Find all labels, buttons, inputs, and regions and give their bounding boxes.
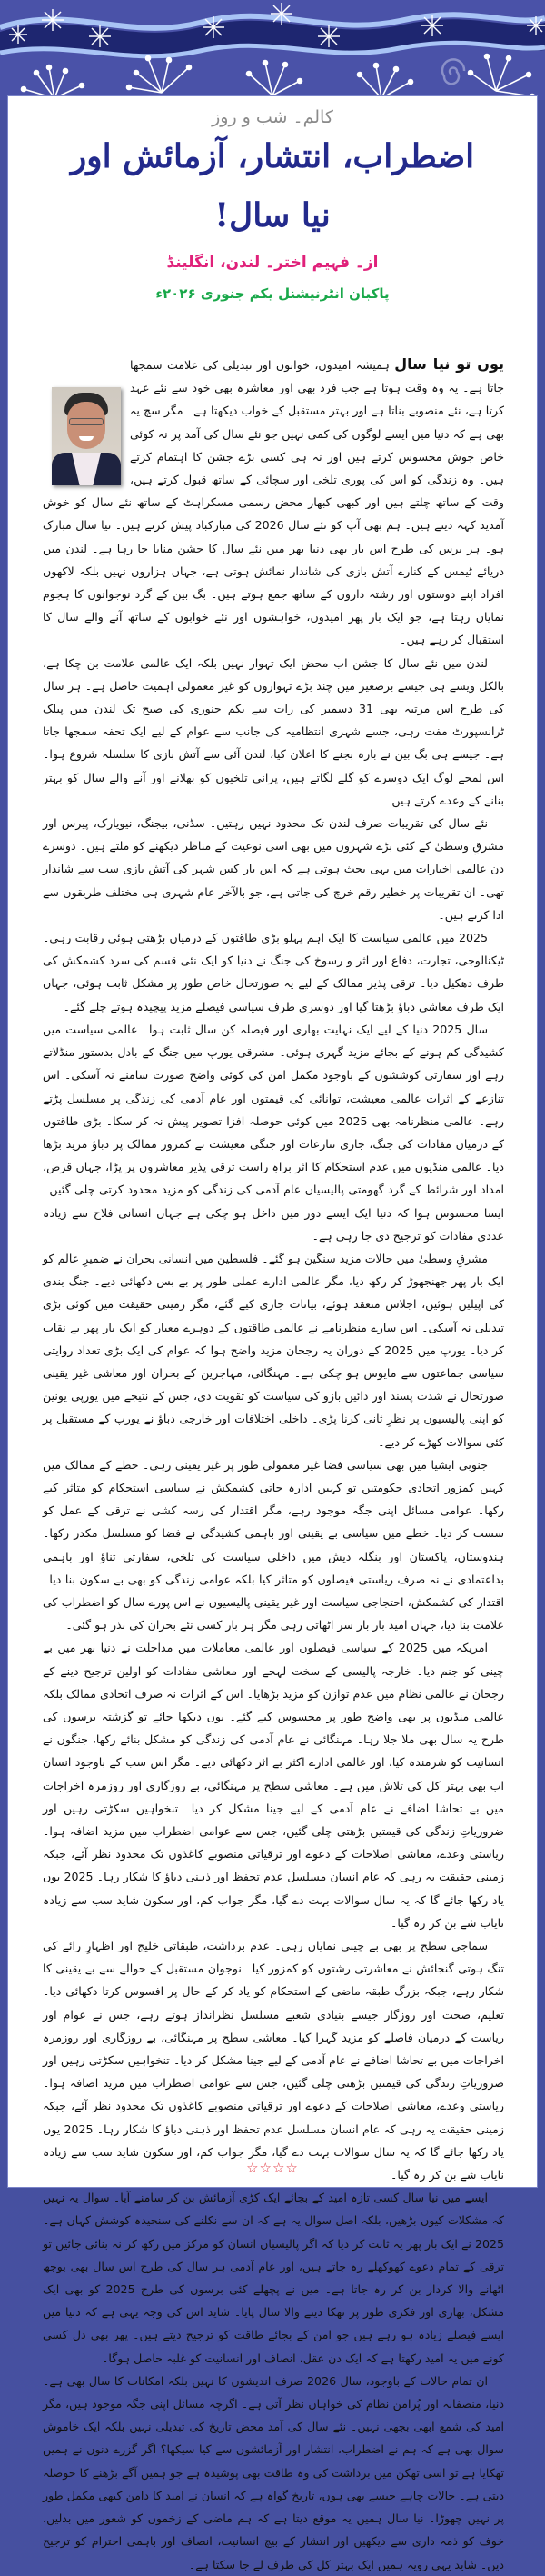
article-paragraph: 2025 میں عالمی سیاست کا ایک اہم پہلو بڑی طاقتوں کے درمیان بڑھتی ہوئی رقابت رہی۔ ٹیکنالوجی، تجارت، دفاع اور اثر و رسوخ کی جنگ نے دنیا کو ایک نئی قسم کی سرد کشمکش کی طرف دھکیل دیا۔ ترقی پذیر ممالک کے لیے یہ صورتحال خاص طور پر مشکل ثابت ہوئی، جہاں ایک طرف معاشی دباؤ بڑھتا گیا اور دوسری طرف سیاسی فیصلے مزید پیچیدہ ہوتے چلے گئے۔: [43, 931, 504, 1013]
article-paragraph: لندن میں نئے سال کا جشن اب محض ایک تہوار نہیں بلکہ ایک عالمی علامت بن چکا ہے، بالکل ویسے ہی جیسے برصغیر میں چند بڑے تہواروں کو غیر معمولی اہمیت حاصل ہے۔ ہر سال کی طرح اس مرتبہ بھی 31 دسمبر کی رات سے یکم جنوری کی صبح تک لندن میں پبلک ٹرانسپورٹ مفت رہی، جسے شہری انتظامیہ کی جانب سے عوام کے لیے ایک تحفہ سمجھا جاتا ہے۔ جیسے ہی بگ بین نے بارہ بجنے کا اعلان کیا، لندن آئی سے آتش بازی کا سلسلہ شروع ہوا۔ اس لمحے لوگ ایک دوسرے کو گلے لگاتے ہیں، پرانی تلخیوں کو بھلانے اور آنے والے سال کو بہتر بنانے کے وعدے کرتے ہیں۔: [43, 655, 504, 807]
publication-info: پاکبان انٹرنیشنل یکم جنوری ۲۰۲۶ء: [155, 285, 390, 302]
article-paragraph: نئے سال کی تقریبات صرف لندن تک محدود نہیں رہتیں۔ سڈنی، بیجنگ، نیویارک، پیرس اور مشرقِ وسطیٰ کے کئی بڑے شہروں میں بھی اسی نوعیت کے مناظر دیکھنے کو ملتے ہیں۔ دوسرے دن عالمی اخبارات میں یہی بحث ہوتی ہے کہ اس بار کس شہر کی آتش بازی سب سے شاندار تھی۔ ان تقریبات پر خطیر رقم خرچ کی جاتی ہے، جو بالآخر عام شہری ہی مختلف طریقوں سے ادا کرتے ہیں۔: [43, 816, 504, 922]
author-photo: [52, 387, 121, 485]
article-title-line-1: اضطراب، انتشار، آزمائش اور: [70, 137, 475, 175]
article-paragraph: مشرقِ وسطیٰ میں حالات مزید سنگین ہو گئے۔ فلسطین میں انسانی بحران نے ضمیرِ عالم کو ایک بار پھر جھنجھوڑ کر رکھ دیا، مگر عالمی ادارے عملی طور پر بے بس دکھائی دیے۔ جنگ بندی کی اپیلیں ہوئیں، اجلاس منعقد ہوئے، بیانات جاری کیے گئے، مگر زمینی حقیقت میں کوئی بڑی تبدیلی نہ آسکی۔ اس سارے منظرنامے نے عالمی طاقتوں کے دوہرے معیار کو ایک بار پھر بے نقاب کر دیا۔ یورپ میں 2025 کے دوران یہ رجحان مزید واضح ہوا کہ عوام کی ایک بڑی تعداد روایتی سیاسی جماعتوں سے مایوس ہو چکی ہے۔ مہنگائی، مہاجرین کے بحران اور معاشی غیر یقینی صورتحال نے شدت پسند اور دائیں بازو کی سیاست کو تقویت دی، جس کے نتیجے میں یورپی یونین کو اپنی پالیسیوں پر نظرِ ثانی کرنا پڑی۔ داخلی اختلافات اور خارجی دباؤ نے یورپ کے مستقبل پر کئی سوالات کھڑے کر دیے۔: [43, 1251, 504, 1449]
end-stars-icon: ☆☆☆☆: [246, 2160, 299, 2176]
article-card: [7, 95, 538, 2571]
article-title-line-2: نیا سال!: [214, 196, 331, 235]
article-paragraph: ان تمام حالات کے باوجود، سال 2026 صرف اندیشوں کا نہیں بلکہ امکانات کا سال بھی ہے۔ دنیا، منصفانہ اور پُرامن نظام کی خواہاں نظر آتی ہے۔ اگرچہ مسائل اپنی جگہ موجود ہیں، مگر امید کی شمع ابھی بجھی نہیں۔ نئے سال کی آمد محض تاریخ کی تبدیلی نہیں بلکہ ایک خاموش سوال بھی ہے کہ ہم نے اضطراب، انتشار اور آزمائشوں سے کیا سیکھا؟ اگر گزرے دنوں نے ہمیں تھکایا ہے تو اسی تھکن میں برداشت کی وہ طاقت بھی پوشیدہ ہے جو ہمیں آگے بڑھنے کا حوصلہ دیتی ہے۔ حالات چاہے جیسے بھی ہوں، تاریخ گواہ ہے کہ انسان نے امید کا دامن کبھی مکمل طور پر نہیں چھوڑا۔ نیا سال ہمیں یہ موقع دیتا ہے کہ ہم ماضی کے زخموں کو شعور میں بدلیں، خوف کو ذمہ داری سے دیکھیں اور انتشار کے بیچ انسانیت، انصاف اور باہمی احترام کو ترجیح دیں۔ شاید یہی رویہ ہمیں ایک بہتر کل کی طرف لے جا سکتا ہے۔: [43, 2373, 504, 2571]
article-paragraph: سال 2025 دنیا کے لیے ایک نہایت بھاری اور فیصلہ کن سال ثابت ہوا۔ عالمی سیاست میں کشیدگی کم ہونے کے بجائے مزید گہری ہوئی۔ مشرقی یورپ میں جنگ کے بادل بدستور منڈلاتے رہے اور سفارتی کوششوں کے باوجود مکمل امن کی کوئی واضح صورت سامنے نہ آسکی۔ اس تنازعے کے اثرات عالمی معیشت، توانائی کی قیمتوں اور عام آدمی کی زندگی پر مسلسل پڑتے رہے۔ عالمی منظرنامہ بھی 2025 میں کوئی حوصلہ افزا تصویر پیش نہ کر سکا۔ بڑی طاقتوں کے درمیان مفادات کی جنگ، جاری تنازعات اور جنگی معیشت نے کمزور ممالک پر دباؤ مزید بڑھا دیا۔ عالمی منڈیوں میں عدم استحکام کا اثر براہِ راست ترقی پذیر معاشروں پر پڑا، جہاں قرض، امداد اور شرائط کے گرد گھومتی پالیسیاں عام آدمی کی زندگی کو مزید محدود کرتی چلی گئیں۔ ایسا محسوس ہوا کہ دنیا ایک ایسے دور میں داخل ہو چکی ہے جہاں انسانی فلاح سے زیادہ عددی مفادات کو ترجیح دی جا رہی ہے۔: [43, 1022, 504, 1243]
paragraph-text: ہمیشہ امیدوں، خوابوں اور تبدیلی کی علامت سمجھا جاتا ہے۔ یہ وہ وقت ہوتا ہے جب فرد بھی اور معاشرہ بھی خود سے نئے عہد کرتا ہے، نئے منصوبے بناتا ہے اور بہتر مستقبل کے خواب دیکھتا ہے۔ مگر سچ یہ بھی ہے کہ دنیا میں ایسے لوگوں کی کمی نہیں جو نئے سال کی آمد پر نہ کوئی خاص جوش محسوس کرتے ہیں اور نہ ہی کسی بڑے جشن کا اہتمام کرتے ہیں۔ وہ زندگی کو اس کی پوری تلخی اور سچائی کے ساتھ قبول کرتے ہیں، وقت کے ساتھ چلتے ہیں اور کبھی کبھار محض رسمی مسکراہٹ کے ساتھ نئے سال کو خوش آمدید کہہ دیتے ہیں۔ ہم بھی آپ کو نئے سال 2026 کی مبارکباد پیش کرتے ہیں۔ نیا سال مبارک ہو۔ ہر برس کی طرح اس بار بھی دنیا بھر میں نئے سال کا جشن منایا جا رہا ہے۔ لندن میں دریائے ٹیمس کے کنارے آتش بازی کی شاندار نمائش ہوتی ہے، جہاں ہزاروں نہیں بلکہ لاکھوں افراد اپنے دوستوں اور رشتہ داروں کے ساتھ جمع ہوتے ہیں۔ بگ بین کے گرد نوجوانوں کا ہجوم نمایاں رہتا ہے، جو ایک بار پھر امیدوں، خواہشوں اور نئے خوابوں کے ساتھ آنے والے سال کا استقبال کر رہے ہیں۔: [43, 358, 505, 647]
article-paragraph: جنوبی ایشیا میں بھی سیاسی فضا غیر معمولی طور پر غیر یقینی رہی۔ خطے کے ممالک میں کہیں کمزور اتحادی حکومتیں تو کہیں ادارہ جاتی کشمکش نے سیاسی استحکام کو متاثر کیے رکھا۔ عوامی مسائل اپنی جگہ موجود رہے، مگر اقتدار کی رسہ کشی نے ترقی کے عمل کو سست کر دیا۔ خطے میں سیاسی بے یقینی اور باہمی کشیدگی نے فضا کو مسلسل مکدر رکھا۔ ہندوستان، پاکستان اور بنگلہ دیش میں داخلی سیاست کی تلخی، سفارتی تناؤ اور باہمی بداعتمادی نے نہ صرف ریاستی فیصلوں کو متاثر کیا بلکہ عوامی زندگی کو بھی بے سکون بنا دیا۔ اقتدار کی کشمکش، احتجاجی سیاست اور غیر یقینی پالیسیوں نے اس پورے سال کو اضطراب کی علامت بنا دیا، جہاں امید بار بار سر اٹھاتی رہی مگر ہر بار کسی نئے بحران کی نذر ہو گئی۔: [43, 1457, 504, 1632]
article-paragraph: ایسے میں نیا سال کسی تازہ امید کے بجائے ایک کڑی آزمائش بن کر سامنے آیا۔ سوال یہ نہیں کہ مشکلات کیوں بڑھیں، بلکہ اصل سوال یہ ہے کہ ان سے نکلنے کی سنجیدہ کوشش کہاں ہے۔ 2025 نے ایک بار پھر یہ ثابت کر دیا کہ اگر پالیسیاں انسان کو مرکز میں رکھ کر نہ بنائی جائیں تو ترقی کے تمام دعوے کھوکھلے رہ جاتے ہیں، اور عام آدمی ہر سال کی طرح اس سال بھی بوجھ اٹھانے والا کردار بن کر رہ جاتا ہے۔ میں نے پچھلے کئی برسوں کی طرح 2025 کو بھی ایک مشکل، بھاری اور فکری طور پر تھکا دینے والا سال پایا۔ شاید اس کی وجہ یہی ہے کہ دنیا میں ایسے فیصلے زیادہ ہو رہے ہیں جو امن کے بجائے طاقت کو ترجیح دیتے ہیں۔ پھر بھی دل کسی کونے میں یہ امید رکھتا ہے کہ ایک دن عقل، انصاف اور انسانیت کو غلبہ حاصل ہوگا۔: [43, 2191, 504, 2365]
article-paragraph: [43, 353, 504, 652]
header-banner: [0, 0, 545, 100]
article-paragraph: سماجی سطح پر بھی بے چینی نمایاں رہی۔ عدم برداشت، طبقاتی خلیج اور اظہارِ رائے کی تنگ ہوتی گنجائش نے معاشرتی رشتوں کو کمزور کیا۔ نوجوان مستقبل کے حوالے سے بے یقینی کا شکار رہے، جبکہ بزرگ طبقہ ماضی کے استحکام کو یاد کر کے حال پر افسوس کرتا دکھائی دیا۔ تعلیم، صحت اور روزگار جیسے بنیادی شعبے مسلسل نظرانداز ہوتے رہے، جس نے عوام اور ریاست کے درمیان فاصلے کو مزید گہرا کیا۔ معاشی سطح پر مہنگائی، بے روزگاری اور روزمرہ اخراجات میں بے تحاشا اضافے نے عام آدمی کے لیے جینا مشکل کر دیا۔ تنخواہیں سکڑتی رہیں اور ضروریاتِ زندگی کی قیمتیں بڑھتی چلی گئیں، جس سے عوامی اضطراب میں مزید اضافہ ہوا۔ ریاستی وعدے، معاشی اصلاحات کے دعوے اور ترقیاتی منصوبے کاغذوں تک محدود نظر آئے، جبکہ زمینی حقیقت یہ رہی کہ عام انسان مسلسل عدم تحفظ اور ذہنی دباؤ کا شکار رہا۔ 2025 یوں یاد رکھا جائے گا کہ یہ سال سوالات بہت دے گیا، مگر جواب کم، اور سکون شاید سب سے زیادہ نایاب شے بن کر رہ گیا۔: [43, 1939, 505, 2182]
column-section-label: کالم۔ شب و روز: [212, 107, 333, 127]
lead-words: یوں تو نیا سال: [394, 355, 504, 373]
snowflake-banner-graphic: [0, 0, 545, 100]
article-body: [43, 353, 504, 2576]
author-byline: از۔ فہیم اختر۔ لندن، انگلینڈ: [166, 254, 379, 272]
article-paragraph: امریکہ میں 2025 کے سیاسی فیصلوں اور عالمی معاملات میں مداخلت نے دنیا بھر میں بے چینی کو جنم دیا۔ خارجہ پالیسی کے سخت لہجے اور معاشی مفادات کو اولین ترجیح دینے کے رجحان نے عالمی نظام میں عدم توازن کو مزید بڑھایا۔ اس کے اثرات نہ صرف اتحادی ممالک بلکہ عالمی منڈیوں پر بھی واضح طور پر محسوس کیے گئے۔ یوں دیکھا جائے تو گزشتہ برسوں کی طرح یہ سال بھی ملا جلا رہا۔ مہنگائی نے عام آدمی کی زندگی کو مشکل بنائے رکھا، جنگوں نے انسانیت کو شرمندہ کیا، اور عالمی ادارے اکثر بے اثر دکھائی دیے۔ مگر اس سب کے باوجود انسان اب بھی بہتر کل کی تلاش میں ہے۔ معاشی سطح پر مہنگائی، بے روزگاری اور روزمرہ اخراجات میں بے تحاشا اضافے نے عام آدمی کے لیے جینا مشکل کر دیا۔ تنخواہیں سکڑتی رہیں اور ضروریاتِ زندگی کی قیمتیں بڑھتی چلی گئیں، جس سے عوامی اضطراب میں مزید اضافہ ہوا۔ ریاستی وعدے، معاشی اصلاحات کے دعوے اور ترقیاتی منصوبے کاغذوں تک محدود نظر آئے، جبکہ زمینی حقیقت یہ رہی کہ عام انسان مسلسل عدم تحفظ اور ذہنی دباؤ کا شکار رہا۔ 2025 یوں یاد رکھا جائے گا کہ یہ سال سوالات بہت دے گیا، مگر جواب کم، اور سکون شاید سب سے زیادہ نایاب شے بن کر رہ گیا۔: [43, 1641, 505, 1930]
